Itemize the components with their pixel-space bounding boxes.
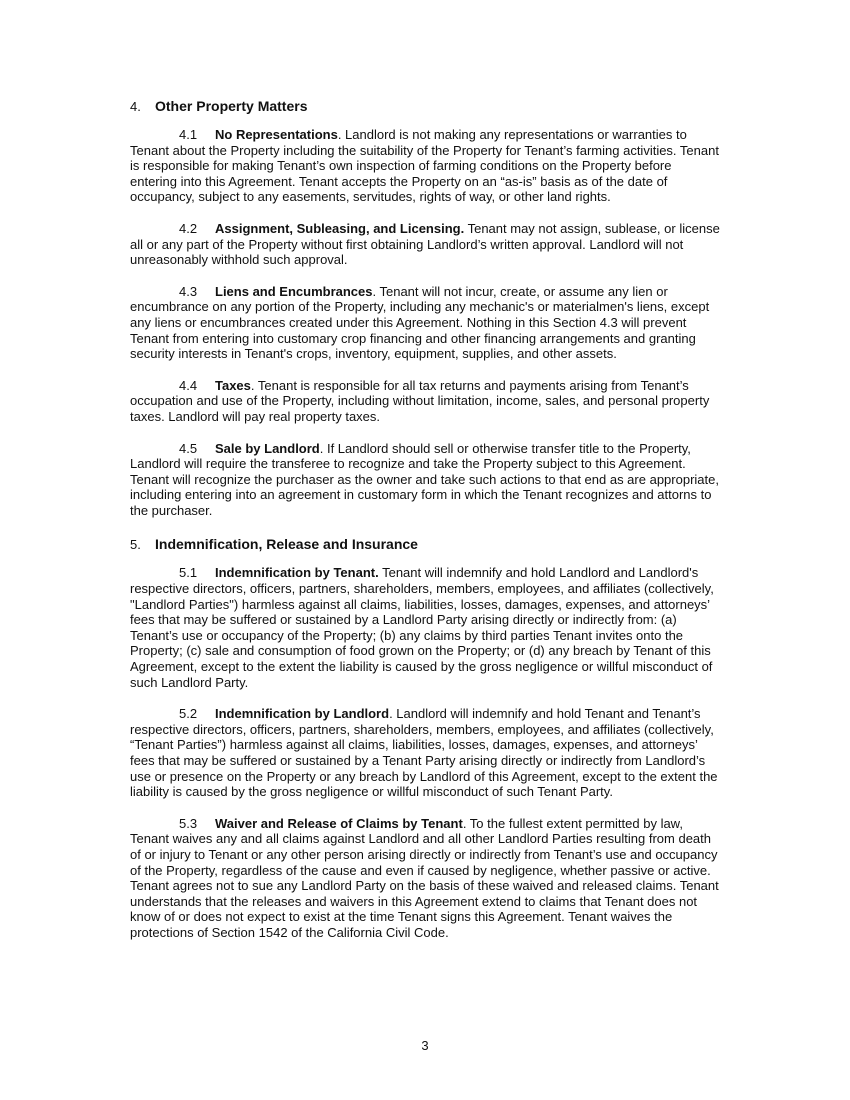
paragraph-number: 4.5 [179,440,198,456]
paragraph-text: . If Landlord should sell or otherwise transfer title to the Property, Landlord will require the transferee to recognize and take the Property subject to this Agreement. Tenant will recognize the purchaser as the owner and take such actions to that end as are appropriate, including entering into an agreement in customary form in which the Tenant recognizes and attorns to the purchaser. [130,440,719,518]
paragraph-number: 4.1 [179,127,198,142]
section-heading-5 [130,534,722,555]
paragraph-number: 5.3 [179,815,198,831]
paragraph-number: 4.2 [179,220,198,236]
section-number: 5. [130,537,141,553]
paragraph-number: 5.1 [179,565,198,581]
paragraph-4-3 [130,284,722,362]
paragraph-title: Indemnification by Landlord [215,706,390,722]
paragraph-title: Waiver and Release of Claims by Tenant [215,815,463,831]
paragraph-4-5 [130,441,722,519]
paragraph-text: . Landlord will indemnify and hold Tenant and Tenant’s respective directors, officers, partners, shareholders, members, employees, and affiliates (collectively, “Tenant Parties”) harmless against all claims, liabilities, losses, damages, expenses, and attorneys’ fees that may be suffered or sustained by a Tenant Party arising directly or indirectly from Landlord’s use or presence on the Property or any breach by Landlord of this Agreement, except to the extent the liability is caused by the gross negligence or willful misconduct of such Tenant Party. [130,706,718,800]
section-number: 4. [130,99,141,114]
paragraph-title: Assignment, Subleasing, and Licensing. [215,220,465,236]
paragraph-title: Indemnification by Tenant. [215,565,379,581]
paragraph-number: 4.4 [179,377,198,393]
document-page [130,96,722,957]
paragraph-title: Taxes [215,377,251,393]
page-number: 3 [421,1038,429,1053]
paragraph-4-4 [130,378,722,425]
paragraph-title: No Representations [215,127,338,142]
paragraph-4-1 [130,127,722,205]
paragraph-number: 4.3 [179,283,198,299]
section-title: Other Property Matters [155,98,308,114]
paragraph-number: 5.2 [179,706,198,722]
paragraph-text: Tenant may not assign, sublease, or license all or any part of the Property without first obtaining Landlord’s written approval. Landlord will not unreasonably withhold such approval. [130,220,720,268]
paragraph-title: Sale by Landlord [215,440,320,456]
paragraph-text: Tenant will indemnify and hold Landlord and Landlord's respective directors, officers, partners, shareholders, members, employees, and affiliates (collectively, "Landlord Parties") harmless against all claims, liabilities, losses, damages, expenses, and attorneys’ fees that may be suffered or sustained by a Landlord Party arising directly or indirectly from: (a) Tenant’s use or occupancy of the Property; (b) any claims by third parties Tenant invites onto the Property; (c) sale and consumption of food grown on the Property; or (d) any breach by Tenant of this Agreement, except to the extent the liability is caused by the gross negligence or willful misconduct of such Landlord Party. [130,565,714,690]
paragraph-title: Liens and Encumbrances [215,283,373,299]
paragraph-text: . Tenant is responsible for all tax returns and payments arising from Tenant’s occupation and use of the Property, including without limitation, income, sales, and personal property taxes. Landlord will pay real property taxes. [130,377,710,424]
paragraph-text: . To the fullest extent permitted by law, Tenant waives any and all claims against Landlord and all other Landlord Parties resulting from death of or injury to Tenant or any other person arising directly or indirectly from Tenant’s use and occupancy of the Property, regardless of the cause and even if caused by negligence, whether passive or active. Tenant agrees not to sue any Landlord Party on the basis of these waived and released claims. Tenant understands that the releases and waivers in this Agreement extend to claims that Tenant does not know of or does not expect to exist at the time Tenant signs this Agreement. Tenant waives the protections of Section 1542 of the California Civil Code. [130,815,719,940]
section-title: Indemnification, Release and Insurance [155,536,418,553]
paragraph-text: . Landlord is not making any representations or warranties to Tenant about the Property including the suitability of the Property for Tenant’s farming activities. Tenant is responsible for making Tenant’s own inspection of farming conditions on the Property before entering into this Agreement. Tenant accepts the Property on an “as-is” basis as of the date of occupancy, subject to any easements, servitudes, rights of way, or other land rights. [130,127,719,205]
paragraph-5-1 [130,565,722,690]
paragraph-5-2 [130,706,722,800]
paragraph-text: . Tenant will not incur, create, or assume any lien or encumbrance on any portion of the Property, including any mechanic's or materialmen's liens, except any liens or encumbrances created under this Agreement. Nothing in this Section 4.3 will prevent Tenant from entering into customary crop financing and other financing arrangements and granting security interests in Tenant's crops, inventory, equipment, supplies, and other assets. [130,283,710,362]
paragraph-4-2 [130,221,722,268]
section-heading-4 [130,96,722,117]
paragraph-5-3 [130,816,722,941]
